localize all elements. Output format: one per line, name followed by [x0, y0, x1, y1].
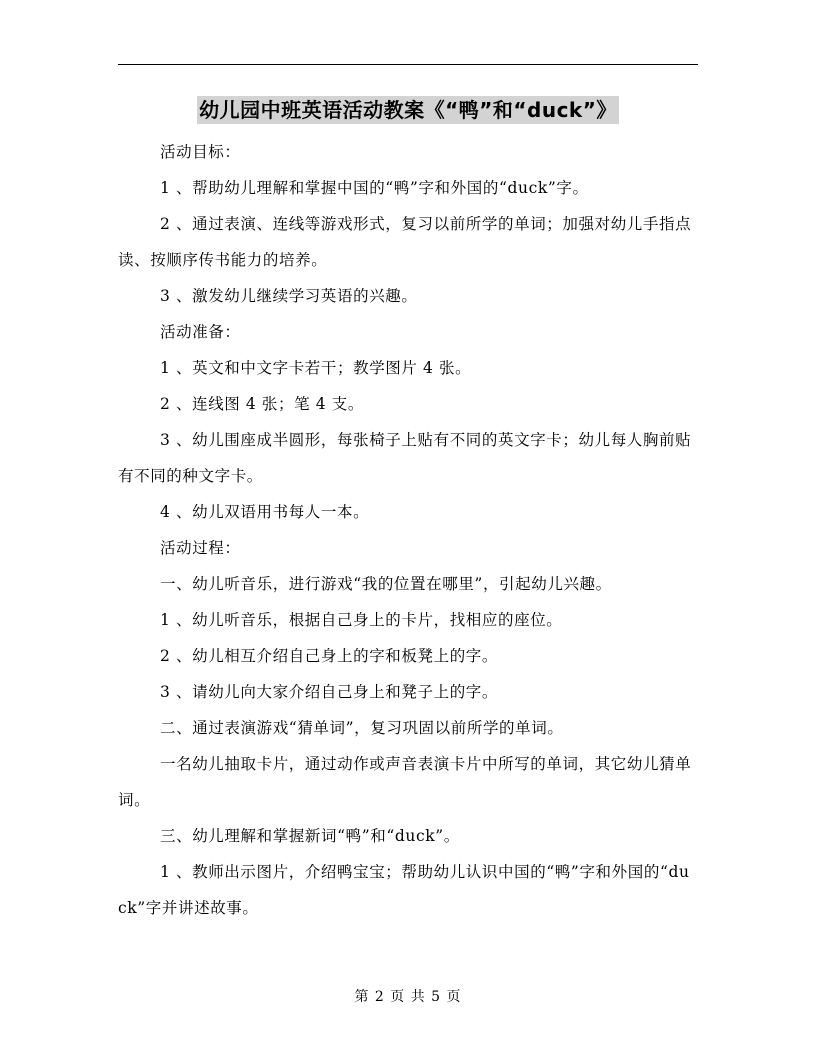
document-body — [118, 134, 698, 926]
section-heading-process: 活动过程： — [160, 539, 241, 557]
goal-item-3: 3 、激发幼儿继续学习英语的兴趣。 — [160, 287, 418, 305]
process-step-2-detail: 一名幼儿抽取卡片，通过动作或声音表演卡片中所写的单词，其它幼儿猜单词。 — [118, 755, 692, 809]
process-step-2: 二、通过表演游戏“猜单词”，复习巩固以前所学的单词。 — [160, 719, 564, 737]
process-step-1: 一、幼儿听音乐，进行游戏“我的位置在哪里”，引起幼儿兴趣。 — [160, 575, 612, 593]
process-step-3: 三、幼儿理解和掌握新词“鸭”和“duck”。 — [160, 827, 460, 845]
process-step-3-item-1: 1 、教师出示图片，介绍鸭宝宝；帮助幼儿认识中国的“鸭”字和外国的“duck”字并讲述故事。 — [118, 863, 690, 917]
process-step-1-item-1: 1 、幼儿听音乐，根据自己身上的卡片，找相应的座位。 — [160, 611, 563, 629]
section-heading-preparation: 活动准备： — [160, 323, 241, 341]
preparation-item-1: 1 、英文和中文字卡若干；教学图片 4 张。 — [160, 359, 472, 377]
preparation-item-3: 3 、幼儿围座成半圆形，每张椅子上贴有不同的英文字卡；幼儿每人胸前贴有不同的种文字卡。 — [118, 431, 692, 485]
section-heading-goals: 活动目标： — [160, 143, 241, 161]
process-step-1-item-2: 2 、幼儿相互介绍自己身上的字和板凳上的字。 — [160, 647, 498, 665]
goal-item-2: 2 、通过表演、连线等游戏形式，复习以前所学的单词；加强对幼儿手指点读、按顺序传书能力的培养。 — [118, 215, 692, 269]
process-step-1-item-3: 3 、请幼儿向大家介绍自己身上和凳子上的字。 — [160, 683, 498, 701]
preparation-item-2: 2 、连线图 4 张；笔 4 支。 — [160, 395, 364, 413]
document-title: 幼儿园中班英语活动教案《“鸭”和“duck”》 — [199, 98, 617, 122]
goal-item-1: 1 、帮助幼儿理解和掌握中国的“鸭”字和外国的“duck”字。 — [160, 179, 589, 197]
title-container — [0, 96, 816, 124]
header-rule — [118, 64, 698, 65]
page-footer: 第 2 页 共 5 页 — [354, 989, 462, 1005]
preparation-item-4: 4 、幼儿双语用书每人一本。 — [160, 503, 370, 521]
